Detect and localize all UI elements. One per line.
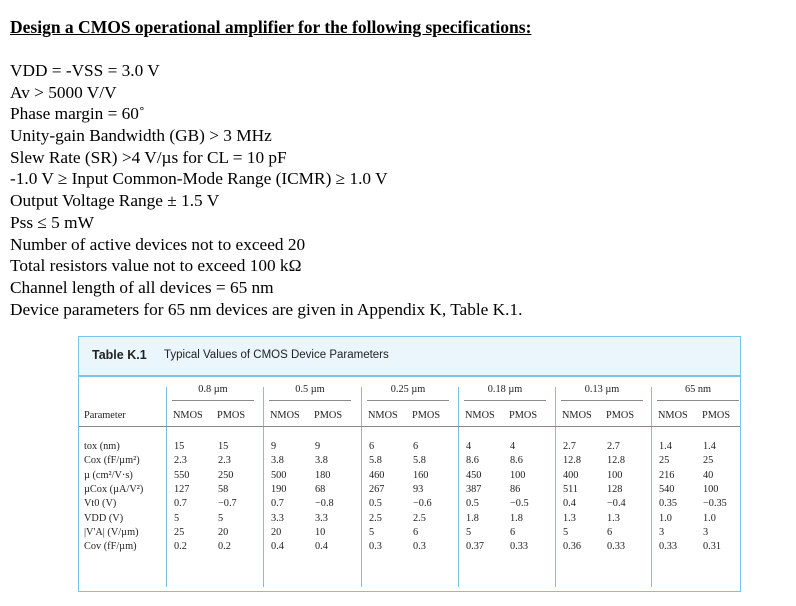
table-cell: 2.7 <box>607 441 620 452</box>
table-cell: 250 <box>218 469 234 481</box>
table-cell: 0.4 <box>563 498 576 510</box>
table-cell: 15 <box>174 441 185 452</box>
tech-header-rule <box>464 400 546 401</box>
spec-icmr: -1.0 V ≥ Input Common-Mode Range (ICMR) ≥ 1.0 V <box>10 169 388 189</box>
table-cell: 0.2 <box>218 541 231 553</box>
table-cell: 1.4 <box>659 441 672 452</box>
table-cell: 1.3 <box>563 512 576 524</box>
table-cell: 58 <box>218 483 229 495</box>
tech-header-rule <box>561 400 643 401</box>
tech-header-rule <box>172 400 254 401</box>
column-separator <box>361 387 362 587</box>
parameter-name: VDD (V) <box>84 512 124 524</box>
spec-output-range: Output Voltage Range ± 1.5 V <box>10 191 220 211</box>
table-cell: 25 <box>659 455 670 467</box>
column-separator <box>651 387 652 587</box>
device-type-header: PMOS <box>217 410 246 421</box>
table-cell: 5 <box>218 512 224 524</box>
table-cell: 5.8 <box>369 455 382 467</box>
table-cell: 0.37 <box>466 541 485 553</box>
table-cell: 4 <box>510 441 516 452</box>
table-cell: 0.5 <box>369 498 382 510</box>
table-cell: 400 <box>563 469 579 481</box>
table-cell: 5 <box>369 526 375 538</box>
table-cell: 0.3 <box>369 541 382 553</box>
table-cell: 2.7 <box>563 441 576 452</box>
spec-list <box>10 60 522 320</box>
table-cell: 40 <box>703 469 714 481</box>
table-cell: 9 <box>315 441 321 452</box>
table-cell: 0.7 <box>174 498 187 510</box>
tech-header-rule <box>657 400 739 401</box>
column-separator <box>555 387 556 587</box>
table-caption: Typical Values of CMOS Device Parameters <box>164 349 389 361</box>
table-cell: 5.8 <box>413 455 426 467</box>
table-cell: 267 <box>369 483 385 495</box>
table-cell: 216 <box>659 469 675 481</box>
table-cell: 1.0 <box>659 512 672 524</box>
column-separator <box>458 387 459 587</box>
parameter-name: µCox (µA/V²) <box>84 483 144 495</box>
table-number: Table K.1 <box>92 348 147 362</box>
parameter-name: Cox (fF/µm²) <box>84 455 140 467</box>
device-type-header: NMOS <box>173 410 203 421</box>
device-type-header: PMOS <box>702 410 731 421</box>
table-cell: 8.6 <box>466 455 479 467</box>
column-separator <box>263 387 264 587</box>
tech-header: 0.25 µm <box>390 384 426 395</box>
table-cell: 6 <box>413 441 419 452</box>
device-type-header: PMOS <box>314 410 343 421</box>
device-type-header: NMOS <box>658 410 688 421</box>
table-cell: 0.7 <box>271 498 284 510</box>
table-cell: 1.0 <box>703 512 716 524</box>
tech-header: 0.8 µm <box>198 384 228 395</box>
table-cell: 2.5 <box>369 512 382 524</box>
table-cell: 3.3 <box>315 512 328 524</box>
table-cell: 450 <box>466 469 482 481</box>
table-cell: 25 <box>703 455 714 467</box>
table-cell: 127 <box>174 483 190 495</box>
table-cell: 0.33 <box>510 541 529 553</box>
table-cell: 10 <box>315 526 326 538</box>
table-cell: 6 <box>607 526 613 538</box>
table-grid <box>79 337 740 591</box>
table-cell: 3.8 <box>271 455 284 467</box>
device-type-header: PMOS <box>412 410 441 421</box>
table-cell: 100 <box>510 469 526 481</box>
parameter-header: Parameter <box>84 410 126 421</box>
table-cell: 387 <box>466 483 482 495</box>
tech-header: 0.13 µm <box>584 384 620 395</box>
spec-slew-rate: Slew Rate (SR) >4 V/µs for CL = 10 pF <box>10 147 287 167</box>
table-cell: 5 <box>466 526 472 538</box>
table-cell: 0.5 <box>466 498 479 510</box>
table-cell: −0.8 <box>315 498 334 510</box>
table-cell: 550 <box>174 469 190 481</box>
device-type-header: NMOS <box>270 410 300 421</box>
table-cell: −0.5 <box>510 498 529 510</box>
tech-header: 0.18 µm <box>487 384 523 395</box>
table-cell: −0.4 <box>607 498 626 510</box>
spec-resistors: Total resistors value not to exceed 100 kΩ <box>10 256 302 276</box>
table-cell: 2.3 <box>174 455 187 467</box>
parameter-name: |V'A| (V/µm) <box>84 526 139 538</box>
spec-gain: Av > 5000 V/V <box>10 82 117 102</box>
tech-header-rule <box>269 400 351 401</box>
table-cell: 190 <box>271 483 287 495</box>
table-cell: 540 <box>659 483 675 495</box>
table-cell: 2.5 <box>413 512 426 524</box>
table-cell: 160 <box>413 469 429 481</box>
table-cell: 20 <box>271 526 282 538</box>
table-cell: 3 <box>703 526 709 538</box>
page-heading: Design a CMOS operational amplifier for the following specifications: <box>10 17 532 37</box>
table-cell: 6 <box>510 526 516 538</box>
table-cell: 12.8 <box>607 455 626 467</box>
device-type-header: NMOS <box>465 410 495 421</box>
table-cell: 93 <box>413 483 424 495</box>
table-cell: −0.35 <box>703 498 727 510</box>
table-cell: 6 <box>369 441 375 452</box>
table-cell: 511 <box>563 483 579 495</box>
device-type-header: PMOS <box>606 410 635 421</box>
table-cell: 86 <box>510 483 521 495</box>
table-cell: 0.4 <box>315 541 328 553</box>
header-rule <box>79 426 740 427</box>
table-cell: 2.3 <box>218 455 231 467</box>
parameter-name: tox (nm) <box>84 441 120 452</box>
table-cell: 0.33 <box>607 541 626 553</box>
spec-power: Pss ≤ 5 mW <box>10 212 94 232</box>
table-cell: 100 <box>607 469 623 481</box>
table-cell: 20 <box>218 526 229 538</box>
table-cell: 0.3 <box>413 541 426 553</box>
table-cell: 460 <box>369 469 385 481</box>
spec-appendix-note: Device parameters for 65 nm devices are given in Appendix K, Table K.1. <box>10 299 523 319</box>
parameter-name: µ (cm²/V·s) <box>84 469 133 481</box>
table-cell: 500 <box>271 469 287 481</box>
table-cell: 0.35 <box>659 498 678 510</box>
table-cell: 0.31 <box>703 541 722 553</box>
table-cell: 3.8 <box>315 455 328 467</box>
device-type-header: NMOS <box>368 410 398 421</box>
table-cell: 68 <box>315 483 326 495</box>
table-cell: 6 <box>413 526 419 538</box>
table-cell: 3 <box>659 526 665 538</box>
spec-gbw: Unity-gain Bandwidth (GB) > 3 MHz <box>10 126 272 146</box>
table-cell: 9 <box>271 441 277 452</box>
column-separator <box>166 387 167 587</box>
table-cell: 5 <box>563 526 569 538</box>
spec-phase-margin: Phase margin = 60˚ <box>10 104 145 124</box>
parameter-name: Vt0 (V) <box>84 498 117 510</box>
table-cell: 1.3 <box>607 512 620 524</box>
table-cell: 0.36 <box>563 541 582 553</box>
table-cell: 128 <box>607 483 623 495</box>
table-cell: 1.8 <box>466 512 479 524</box>
spec-supply: VDD = -VSS = 3.0 V <box>10 61 160 80</box>
spec-channel-length: Channel length of all devices = 65 nm <box>10 277 274 297</box>
tech-header: 65 nm <box>684 384 712 395</box>
table-cell: 12.8 <box>563 455 582 467</box>
spec-active-devices: Number of active devices not to exceed 20 <box>10 234 306 254</box>
table-cell: 15 <box>218 441 229 452</box>
table-cell: 0.33 <box>659 541 678 553</box>
device-type-header: NMOS <box>562 410 592 421</box>
device-type-header: PMOS <box>509 410 538 421</box>
tech-header-rule <box>367 400 449 401</box>
table-cell: 0.2 <box>174 541 187 553</box>
parameter-name: Cov (fF/µm) <box>84 541 137 553</box>
table-cell: 5 <box>174 512 180 524</box>
table-cell: 3.3 <box>271 512 284 524</box>
table-cell: −0.6 <box>413 498 432 510</box>
table-cell: 1.8 <box>510 512 523 524</box>
table-cell: 4 <box>466 441 472 452</box>
table-cell: 25 <box>174 526 185 538</box>
device-parameter-table <box>78 336 741 592</box>
table-cell: 0.4 <box>271 541 284 553</box>
tech-header: 0.5 µm <box>295 384 325 395</box>
table-cell: 180 <box>315 469 331 481</box>
table-cell: 100 <box>703 483 719 495</box>
table-cell: −0.7 <box>218 498 237 510</box>
table-cell: 1.4 <box>703 441 716 452</box>
table-cell: 8.6 <box>510 455 523 467</box>
